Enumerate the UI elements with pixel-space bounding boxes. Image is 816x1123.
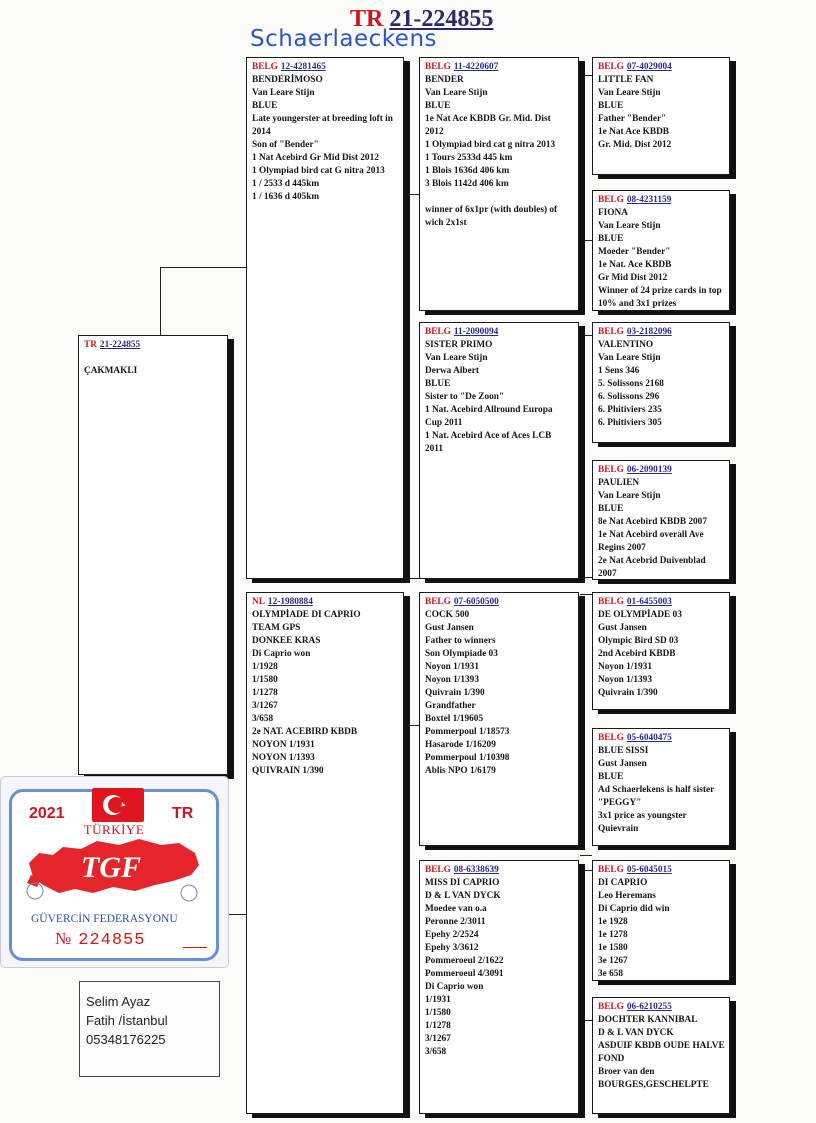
card-year: 2021 xyxy=(29,805,65,822)
tgf-registration-card xyxy=(1,777,228,967)
breeder: Gust Jansen xyxy=(598,759,647,769)
granddam-paternal-box xyxy=(419,322,579,579)
info-line: 1e Nat Acebird overall Ave xyxy=(598,530,704,540)
info-line: 2011 xyxy=(425,444,444,454)
great-grandparent-box xyxy=(592,860,730,981)
info-line: Cup 2011 xyxy=(425,418,463,428)
info-line: Boxtel 1/19605 xyxy=(425,714,484,724)
info-line: 2e Nat Acebrid Duivenblad xyxy=(598,556,706,566)
info-line: Noyon 1/1931 xyxy=(598,662,652,672)
ring-number: NL 12-1980884 xyxy=(252,597,313,607)
connector-line xyxy=(580,855,592,856)
info-line: Broer van den xyxy=(598,1067,655,1077)
dam-box xyxy=(246,592,404,1114)
ring-number: BELG 07-4029004 xyxy=(598,62,672,72)
info-line: Son Olympiade 03 xyxy=(425,649,498,659)
info-line: 1 Nat. Acebird Allround Europa xyxy=(425,405,553,415)
info-line: Pommerpoul 1/18573 xyxy=(425,727,510,737)
breeder: D & L VAN DYCK xyxy=(598,1028,674,1038)
info-line: Sister to "De Zoon" xyxy=(425,392,505,402)
breeder: Gust Jansen xyxy=(598,623,647,633)
info-line: 10% and 3x1 prizes xyxy=(598,299,677,309)
handwritten-breeder-name: Schaerlaeckens xyxy=(250,26,438,52)
info-line: Epehy 3/3612 xyxy=(425,943,479,953)
info-line: 1 Olympiad bird cat g nitra 2013 xyxy=(425,140,556,150)
info-line: Winner of 24 prize cards in top xyxy=(598,286,722,296)
ring-number: BELG 11-2090094 xyxy=(425,327,499,337)
owner-name: Selim Ayaz xyxy=(86,994,151,1009)
info-line: 1/1928 xyxy=(252,662,278,672)
card-serial-underline xyxy=(183,947,207,948)
info-line: 1e Nat. Ace KBDB xyxy=(598,260,672,270)
info-line: 1e 1928 xyxy=(598,917,628,927)
info-line: Gr. Mid. Dist 2012 xyxy=(598,140,672,150)
info-line: Hasarode 1/16209 xyxy=(425,740,496,750)
info-line: 1e Nat Ace KBDB Gr. Mid. Dist xyxy=(425,114,551,124)
info-line: 1 Sens 346 xyxy=(598,366,640,376)
info-line: "PEGGY" xyxy=(598,798,642,808)
connector-line xyxy=(160,267,161,335)
info-line: Quivrain 1/390 xyxy=(598,688,658,698)
info-line: Late youngerster at breeding loft in xyxy=(252,114,393,124)
connector-line xyxy=(404,725,419,726)
info-line: BOURGES,GESCHELPTE xyxy=(598,1080,709,1090)
info-line: Noyon 1/1393 xyxy=(425,675,479,685)
info-line: 1 Olympiad bird cat G nitra 2013 xyxy=(252,166,385,176)
info-line: Ablis NPO 1/6179 xyxy=(425,766,496,776)
info-line: 3e 658 xyxy=(598,969,624,979)
subject-pigeon-box xyxy=(78,335,228,775)
info-line: 2nd Acebird KBDB xyxy=(598,649,676,659)
pedigree-title: TR 21-224855 xyxy=(350,6,494,32)
pigeon-name: OLYMPİADE DI CAPRIO xyxy=(252,610,361,620)
owner-phone: 05348176225 xyxy=(86,1032,166,1047)
info-line: Quivrain 1/390 xyxy=(425,688,485,698)
sire-box xyxy=(246,57,404,579)
info-line: Father "Bender" xyxy=(598,114,667,124)
info-line: NOYON 1/1931 xyxy=(252,740,315,750)
ring-number: BELG 08-4231159 xyxy=(598,195,672,205)
info-line: DONKEE KRAS xyxy=(252,636,321,646)
pigeon-name: DI CAPRIO xyxy=(598,878,648,888)
ring-number: BELG 08-6338639 xyxy=(425,865,499,875)
grandsire-maternal-box xyxy=(419,592,579,846)
info-line: Di Caprio won xyxy=(425,982,484,992)
pigeon-name: BLUE SISSI xyxy=(598,746,649,756)
pigeon-name: DE OLYMPİADE 03 xyxy=(598,610,682,620)
colour: BLUE xyxy=(425,101,451,111)
ring-number: BELG 12-4281465 xyxy=(252,62,326,72)
great-grandparent-box xyxy=(592,57,730,175)
info-line: winner of 6x1pr (with doubles) of xyxy=(425,205,558,215)
pigeon-name: SISTER PRIMO xyxy=(425,340,493,350)
ring-number: BELG 05-6040475 xyxy=(598,733,672,743)
info-line: TEAM GPS xyxy=(252,623,301,633)
info-line: 1e Nat Ace KBDB xyxy=(598,127,670,137)
info-line: 1e 1278 xyxy=(598,930,628,940)
info-line: QUIVRAIN 1/390 xyxy=(252,766,324,776)
info-line: 1/1278 xyxy=(425,1021,451,1031)
info-line: 2014 xyxy=(252,127,271,137)
breeder: Van Leare Stijn xyxy=(598,353,661,363)
info-line: 1 Tours 2533d 445 km xyxy=(425,153,513,163)
info-line: Olympic Bird SD 03 xyxy=(598,636,679,646)
colour: BLUE xyxy=(598,101,624,111)
info-line: FOND xyxy=(598,1054,625,1064)
pigeon-name: LITTLE FAN xyxy=(598,75,654,85)
colour: BLUE xyxy=(598,234,624,244)
great-grandparent-box xyxy=(592,460,730,580)
info-line: 1/1580 xyxy=(425,1008,451,1018)
info-line: Pommeroeul 2/1622 xyxy=(425,956,504,966)
info-line: wich 2x1st xyxy=(425,218,467,228)
breeder: Van Leare Stijn xyxy=(598,221,661,231)
info-line: 1e 1580 xyxy=(598,943,628,953)
great-grandparent-box xyxy=(592,322,730,443)
connector-line xyxy=(580,240,592,241)
connector-line xyxy=(404,578,419,579)
owner-location: Fatih /İstanbul xyxy=(86,1013,168,1028)
connector-line xyxy=(580,75,592,76)
info-line: 2012 xyxy=(425,127,444,137)
colour: BLUE xyxy=(252,101,278,111)
pigeon-name: ÇAKMAKLI xyxy=(84,366,138,376)
info-line: NOYON 1/1393 xyxy=(252,753,315,763)
connector-line xyxy=(580,335,592,336)
info-line: 6. Phitiviers 305 xyxy=(598,418,662,428)
pigeon-name: BENDER xyxy=(425,75,464,85)
ring-number: BELG 05-6045015 xyxy=(598,865,672,875)
colour: BLUE xyxy=(598,772,624,782)
info-line: Grandfather xyxy=(425,701,476,711)
pigeon-name: VALENTINO xyxy=(598,340,654,350)
pigeon-name: DOCHTER KANNIBAL xyxy=(598,1015,698,1025)
breeder: Leo Heremans xyxy=(598,891,656,901)
ring-number: BELG 06-6210255 xyxy=(598,1002,672,1012)
owner-contact-box xyxy=(79,981,220,1077)
info-line: 6. Phitiviers 235 xyxy=(598,405,662,415)
connector-line xyxy=(580,594,592,595)
ring-number: BELG 01-6455003 xyxy=(598,597,672,607)
info-line: Quievrain xyxy=(598,824,639,834)
info-line: Son of "Bender" xyxy=(252,140,319,150)
pigeon-name: FIONA xyxy=(598,208,628,218)
info-line: 5. Solissons 2168 xyxy=(598,379,664,389)
info-line: 6. Solissons 296 xyxy=(598,392,660,402)
granddam-maternal-box xyxy=(419,860,579,1114)
info-line: Epehy 2/2524 xyxy=(425,930,479,940)
connector-line xyxy=(580,1020,592,1021)
info-line: 3 Blois 1142d 406 km xyxy=(425,179,509,189)
breeder: Van Leare Stijn xyxy=(598,491,661,501)
info-line: 8e Nat Acebird KBDB 2007 xyxy=(598,517,707,527)
info-line: 3/658 xyxy=(252,714,274,724)
info-line: 1 Nat Acebird Gr Mid Dist 2012 xyxy=(252,153,379,163)
great-grandparent-box xyxy=(592,997,730,1114)
info-line: 1 / 2533 d 445km xyxy=(252,179,320,189)
info-line: 3e 1267 xyxy=(598,956,628,966)
ring-number: BELG 06-2090139 xyxy=(598,465,672,475)
pigeon-name: BENDERİMOSO xyxy=(252,75,323,85)
colour: BLUE xyxy=(425,379,451,389)
card-country: TÜRKİYE xyxy=(83,822,145,837)
grandsire-paternal-box xyxy=(419,57,579,311)
info-line: ASDUIF KBDB OUDE HALVE xyxy=(598,1041,725,1051)
info-line: Pommerpoul 1/10398 xyxy=(425,753,510,763)
great-grandparent-box xyxy=(592,190,730,311)
info-line: 1 Nat. Acebird Ace of Aces LCB xyxy=(425,431,552,441)
info-line: 2e NAT. ACEBIRD KBDB xyxy=(252,727,358,737)
pigeon-name: MISS DI CAPRIO xyxy=(425,878,500,888)
turkish-flag-icon xyxy=(92,788,144,822)
info-line: Father to winners xyxy=(425,636,496,646)
breeder: Van Leare Stijn xyxy=(598,88,661,98)
info-line: 1/1580 xyxy=(252,675,278,685)
ring-number: BELG 11-4220607 xyxy=(425,62,499,72)
info-line: Pommeroeul 4/3091 xyxy=(425,969,504,979)
info-line: 3/1267 xyxy=(425,1034,451,1044)
breeder: Gust Jansen xyxy=(425,623,474,633)
ring-number: BELG 07-6050500 xyxy=(425,597,499,607)
card-organization: GÜVERCİN FEDERASYONU xyxy=(31,913,178,925)
connector-line xyxy=(160,267,246,268)
card-country-code: TR xyxy=(172,805,194,822)
card-serial: № 224855 xyxy=(55,929,146,950)
breeder: D & L VAN DYCK xyxy=(425,891,501,901)
colour: BLUE xyxy=(598,504,624,514)
connector-line xyxy=(226,914,246,915)
info-line: 1 Blois 1636d 406 km xyxy=(425,166,510,176)
info-line: 1 / 1636 d 405km xyxy=(252,192,320,202)
info-line: 3/1267 xyxy=(252,701,278,711)
info-line: Moedee van o.a xyxy=(425,904,487,914)
info-line: Di Caprio did win xyxy=(598,904,670,914)
info-line: 1/1278 xyxy=(252,688,278,698)
ring-number: BELG 03-2182096 xyxy=(598,327,672,337)
great-grandparent-box xyxy=(592,592,730,710)
info-line: 3/658 xyxy=(425,1047,447,1057)
pigeon-name: PAULIEN xyxy=(598,478,640,488)
info-line: Ad Schaerlekens is half sister xyxy=(598,785,715,795)
info-line: 2007 xyxy=(598,569,617,579)
breeder: Van Leare Stijn xyxy=(425,88,488,98)
info-line: Di Caprio won xyxy=(252,649,311,659)
tgf-logo-text: TGF xyxy=(81,851,141,884)
tgf-logo-icon xyxy=(61,847,161,887)
breeder: Van Leare Stijn xyxy=(425,353,488,363)
info-line: 3x1 price as youngster xyxy=(598,811,687,821)
breeder: Van Leare Stijn xyxy=(252,88,315,98)
ring-number: TR 21-224855 xyxy=(84,340,141,350)
pigeon-name: COCK 500 xyxy=(425,610,470,620)
info-line: Gr Mid Dist 2012 xyxy=(598,273,668,283)
connector-line xyxy=(580,870,592,871)
connector-line xyxy=(580,577,592,578)
breeder: Derwa Albert xyxy=(425,366,479,376)
info-line: Noyon 1/1393 xyxy=(598,675,652,685)
info-line: Noyon 1/1931 xyxy=(425,662,479,672)
info-line: Regins 2007 xyxy=(598,543,646,553)
great-grandparent-box xyxy=(592,728,730,846)
info-line: Peronne 2/3011 xyxy=(425,917,486,927)
info-line: 1/1931 xyxy=(425,995,451,1005)
connector-line xyxy=(404,194,419,195)
info-line: Moeder "Bender" xyxy=(598,247,671,257)
